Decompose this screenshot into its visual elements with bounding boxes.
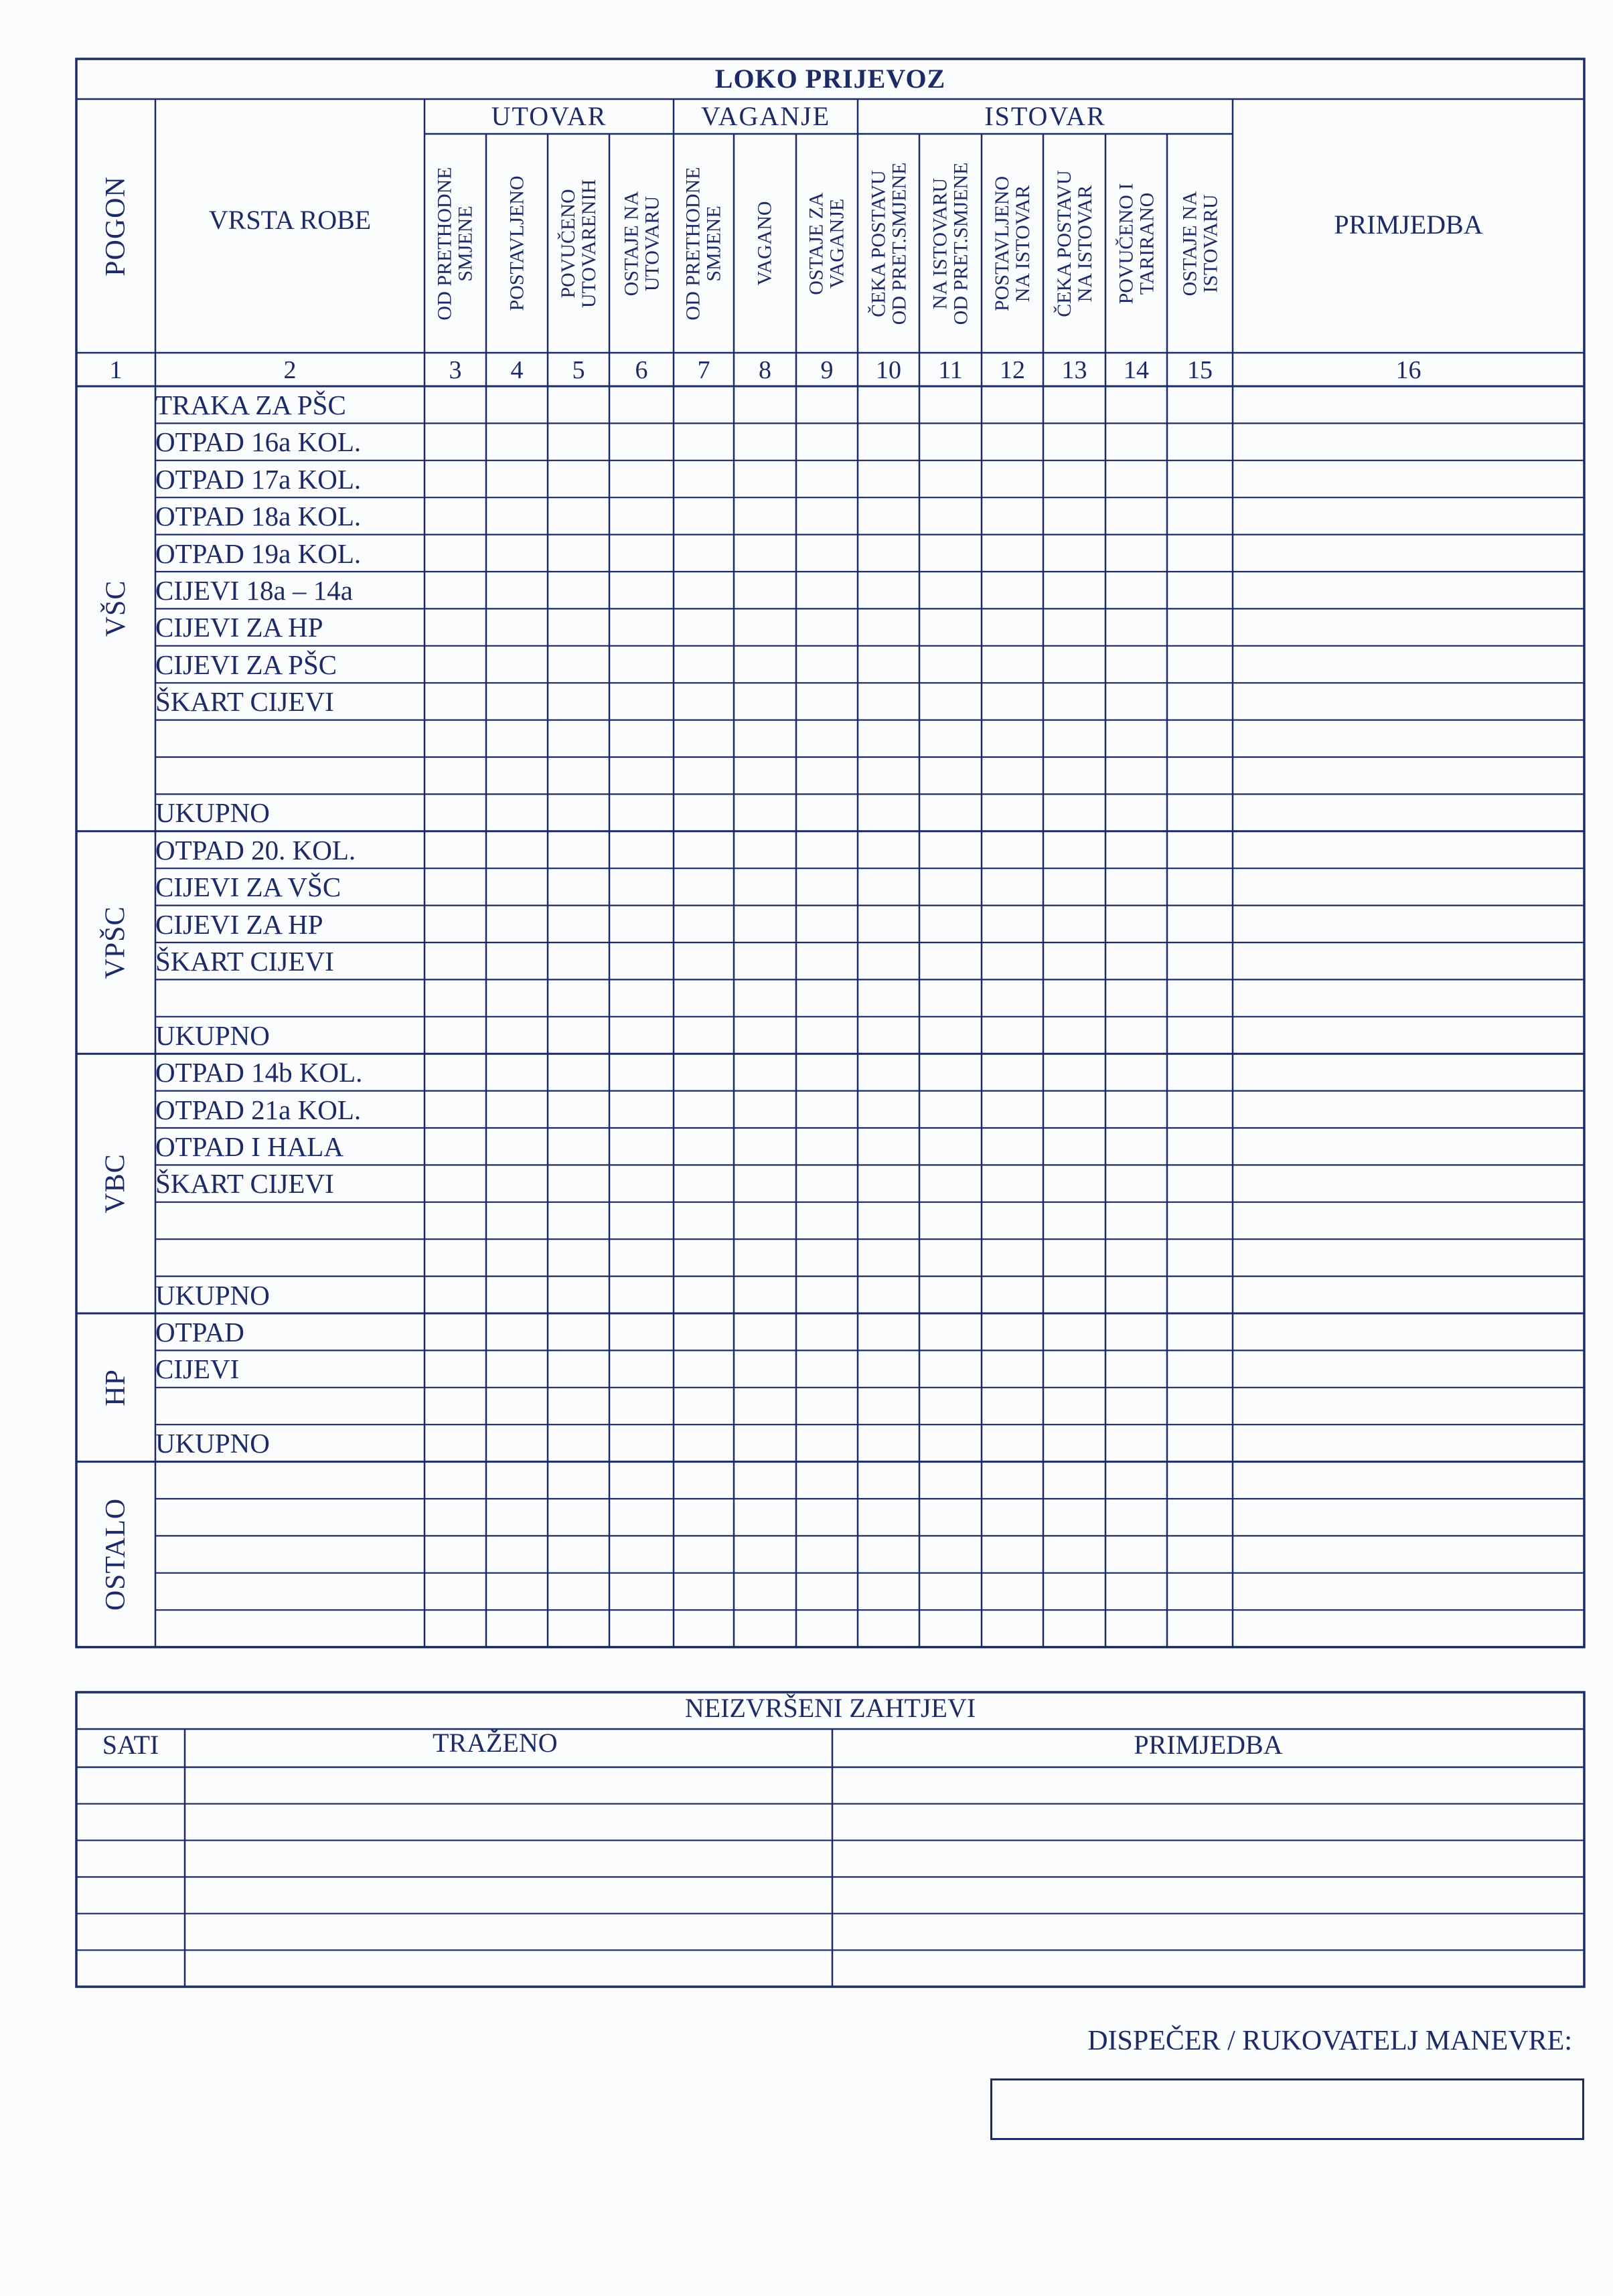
column-header-line: UTOVARU (641, 195, 663, 291)
column-number: 8 (759, 356, 771, 384)
column-header (1105, 134, 1167, 353)
column-header (674, 134, 734, 353)
item-label: OTPAD 18a KOL. (155, 501, 362, 532)
column-header (796, 134, 858, 353)
item-label: ŠKART CIJEVI (155, 1168, 334, 1200)
column-header-line: POVUČENO I (1115, 183, 1137, 304)
column-header (734, 134, 796, 353)
item-label: OTPAD I HALA (155, 1131, 343, 1162)
item-label: OTPAD 17a KOL. (155, 463, 362, 495)
column-header-line: OD PRET.SMJENE (888, 162, 910, 325)
column-header-line: OSTAJE NA (620, 191, 642, 296)
group-vaganje: VAGANJE (700, 101, 831, 131)
requests-header-trazeno: TRAŽENO (433, 1728, 558, 1758)
column-header (1043, 134, 1105, 353)
column-header-line: SMJENE (703, 205, 726, 282)
item-label: OTPAD 21a KOL. (155, 1094, 362, 1125)
section-label: OSTALO (100, 1497, 131, 1611)
section-label: VŠC (100, 580, 131, 637)
item-label: OTPAD 19a KOL. (155, 538, 362, 569)
item-label: ŠKART CIJEVI (155, 686, 334, 718)
column-number: 2 (283, 356, 297, 384)
form-title: LOKO PRIJEVOZ (714, 64, 946, 94)
column-header-line: UTOVARENIH (578, 179, 601, 308)
item-label: OTPAD 14b KOL. (155, 1057, 363, 1088)
column-header (609, 134, 674, 353)
column-number: 7 (697, 356, 710, 384)
column-header-line: OSTAJE NA (1178, 191, 1201, 296)
header-pogon: POGON (100, 175, 131, 276)
column-header-line: POVUČENO (557, 188, 580, 299)
column-number: 16 (1395, 356, 1422, 384)
column-number: 12 (1000, 356, 1025, 384)
column-header (486, 134, 548, 353)
header-vrsta-robe: VRSTA ROBE (208, 205, 372, 235)
item-label: TRAKA ZA PŠC (155, 390, 346, 420)
signature-label: DISPEČER / RUKOVATELJ MANEVRE: (1087, 2026, 1572, 2056)
header-primjedba: PRIMJEDBA (1334, 210, 1483, 240)
column-header-line: OD PRETHODNE (434, 166, 457, 321)
item-label: CIJEVI ZA VŠC (155, 872, 341, 903)
column-header-line: POSTAVLJENO (991, 175, 1014, 311)
column-header-line: ČEKA POSTAVU (867, 169, 889, 317)
column-header (919, 134, 982, 353)
column-number: 5 (572, 356, 585, 384)
item-label: OTPAD (155, 1317, 244, 1347)
column-number: 6 (635, 356, 648, 384)
column-header-line: ISTOVARU (1199, 193, 1221, 293)
item-label: CIJEVI 18a – 14a (155, 575, 353, 606)
group-utovar: UTOVAR (491, 101, 607, 131)
column-header-line: SMJENE (455, 205, 477, 282)
item-label: CIJEVI ZA HP (155, 612, 323, 643)
column-header (858, 134, 919, 353)
column-number: 13 (1061, 356, 1087, 384)
item-label: CIJEVI ZA PŠC (155, 649, 337, 680)
column-number: 10 (876, 356, 901, 384)
item-label: OTPAD 16a KOL. (155, 426, 362, 458)
column-number: 14 (1124, 356, 1149, 384)
column-header-line: NA ISTOVAR (1073, 185, 1096, 302)
item-label: CIJEVI (155, 1354, 240, 1385)
section-label: VBC (100, 1153, 131, 1214)
column-header (425, 134, 486, 353)
column-header (548, 134, 609, 353)
requests-header-primjedba: PRIMJEDBA (1134, 1730, 1283, 1760)
requests-header-sati: SATI (102, 1730, 159, 1760)
column-number: 1 (109, 356, 123, 384)
column-number: 3 (449, 356, 462, 384)
column-number: 11 (938, 356, 963, 384)
item-label: UKUPNO (155, 1279, 270, 1311)
column-number: 4 (510, 356, 524, 384)
group-istovar: ISTOVAR (984, 101, 1106, 131)
column-header-line: VAGANO (754, 201, 776, 286)
column-header-line: TARIRANO (1136, 192, 1158, 295)
column-header-line: OSTAJE ZA (805, 191, 828, 295)
column-header-line: NA ISTOVAR (1012, 185, 1034, 302)
column-header-line: VAGANJE (826, 198, 848, 289)
item-label: UKUPNO (155, 1019, 270, 1051)
column-header-line: OD PRET.SMJENE (949, 162, 972, 325)
column-header (1167, 134, 1233, 353)
column-header-line: ČEKA POSTAVU (1053, 169, 1075, 317)
column-header-line: OD PRETHODNE (682, 166, 705, 321)
column-header (982, 134, 1043, 353)
item-label: CIJEVI ZA HP (155, 908, 323, 940)
item-label: OTPAD 20. KOL. (155, 834, 356, 866)
requests-title: NEIZVRŠENI ZAHTJEVI (684, 1693, 976, 1723)
column-number: 9 (820, 356, 834, 384)
section-label: HP (100, 1368, 131, 1406)
item-label: ŠKART CIJEVI (155, 946, 334, 977)
column-header-line: NA ISTOVARU (929, 177, 951, 309)
item-label: UKUPNO (155, 1428, 270, 1459)
signature-field[interactable] (990, 2078, 1584, 2140)
column-number: 15 (1187, 356, 1213, 384)
section-label: VPŠC (100, 906, 131, 979)
item-label: UKUPNO (155, 797, 270, 829)
column-header-line: POSTAVLJENO (506, 175, 528, 311)
